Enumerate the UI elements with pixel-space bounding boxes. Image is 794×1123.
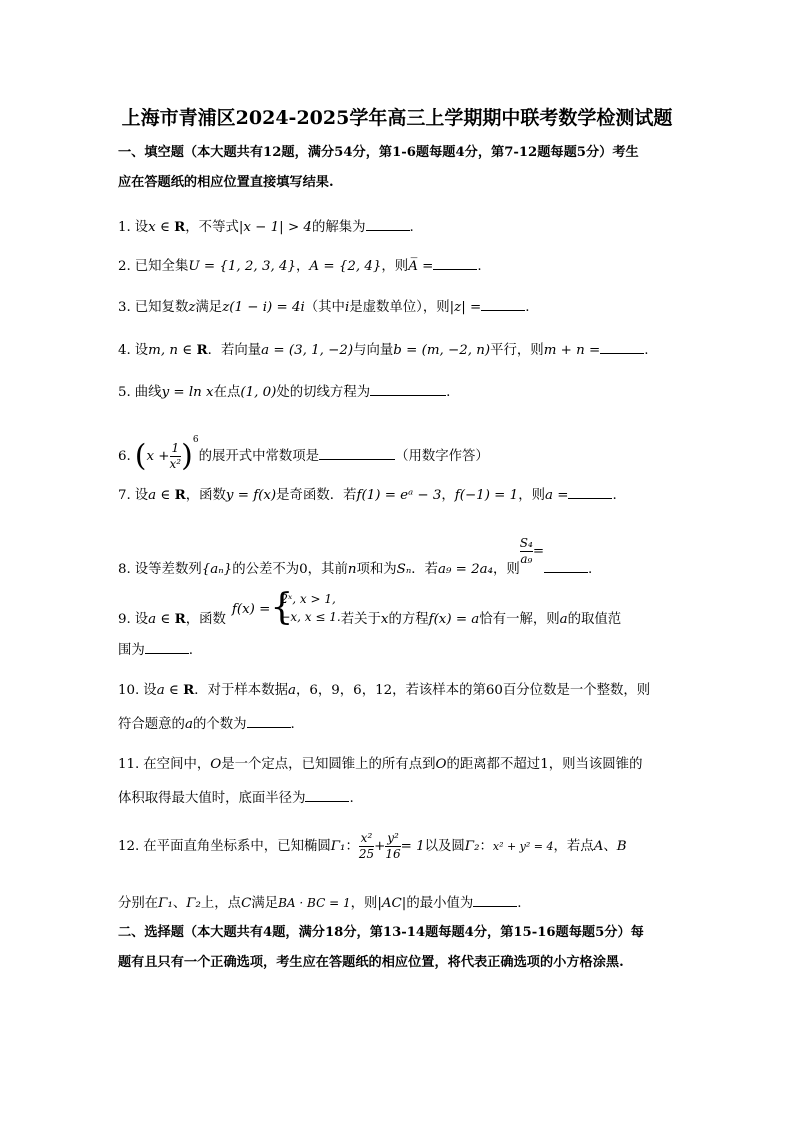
fraction: $\frac{\text{S₄}}{\text{a₉}}$ — [519, 536, 533, 566]
answer-blank[interactable] — [370, 381, 446, 396]
answer-blank[interactable] — [319, 445, 395, 460]
section2-heading — [118, 918, 690, 978]
section2-line2: 题有且只有一个正确选项，考生应在答题纸的相应位置，将代表正确选项的小方格涂黑. — [118, 955, 624, 970]
left-paren: ( — [134, 438, 147, 474]
question-9-cont: 围为 . — [118, 636, 690, 666]
question-11-cont: 体积取得最大值时，底面半径为 . — [118, 784, 690, 814]
answer-blank[interactable] — [433, 255, 477, 270]
answer-blank[interactable] — [145, 639, 189, 654]
question-10-cont: 符合题意的a的个数为 . — [118, 710, 690, 740]
question-3: 3. 已知复数z满足z(1 − i) = 4i（其中i是虚数单位），则|z| = . — [118, 293, 690, 323]
section1-heading — [118, 138, 690, 198]
question-6: 6. (x + $\frac{1}{\text{x²}}$ )$^6$的展开式中常数项是 （用数字作答） — [118, 435, 489, 474]
answer-blank[interactable] — [473, 892, 517, 907]
answer-blank[interactable] — [247, 713, 291, 728]
question-10: 10. 设a ∈ R．对于样本数据a，6，9，6，12，若该样本的第60百分位数是一个整数，则 — [118, 682, 651, 698]
answer-blank[interactable] — [568, 484, 612, 499]
answer-blank[interactable] — [366, 216, 410, 231]
question-9: 9. 设a ∈ R，函数f(x) = { 2ˣ, x > 1, −x, x ≤ 1. 若关于x的方程f(x) = a恰有一解，则a的取值范 — [118, 587, 622, 628]
answer-blank[interactable] — [544, 558, 588, 573]
question-11: 11. 在空间中，O是一个定点，已知圆锥上的所有点到O的距离都不超过1，则当该圆锥的 — [118, 757, 643, 772]
fraction: $\frac{1}{\text{x²}}$ — [169, 441, 182, 471]
question-2: 2. 已知全集U = {1, 2, 3, 4}，A = {2, 4}，则A̅ = . — [118, 252, 690, 282]
question-7: 7. 设a ∈ R，函数y = f(x)是奇函数．若f(1) = eᵃ − 3，f(−1) = 1，则a = . — [118, 480, 690, 511]
answer-blank[interactable] — [600, 339, 644, 354]
question-5: 5. 曲线y = ln x在点(1, 0)处的切线方程为 . — [118, 378, 690, 408]
question-4: 4. 设m, n ∈ R．若向量a = (3, 1, −2)与向量b = (m, −2, n)平行，则m + n = . — [118, 335, 690, 366]
fraction: $\frac{\text{x²}}{25}$ — [358, 831, 375, 861]
question-12: 12. 在平面直角坐标系中，已知椭圆Γ₁： $\frac{\text{x²}}{25}$ + $\frac{\text{y²}}{16}$ = 1以及圆Γ₂：x² + y² = 4，若点A、B — [118, 831, 627, 861]
question-1: 1. 设x ∈ R，不等式|x − 1| > 4的解集为 . — [118, 212, 690, 243]
page-title: 上海市青浦区2024-2025学年高三上学期期中联考数学检测试题 — [121, 107, 673, 129]
answer-blank[interactable] — [481, 296, 525, 311]
section1-line1: 一、填空题（本大题共有12题，满分54分，第1-6题每题4分，第7-12题每题5分）考生 — [118, 145, 639, 160]
question-12-cont: 分别在Γ₁、Γ₂上，点C满足BA · BC = 1，则|AC|的最小值为 . — [118, 888, 690, 919]
question-8: 8. 设等差数列{aₙ}的公差不为0，其前n项和为Sₙ．若a₉ = 2a₄，则 $\frac{\text{S₄}}{\text{a₉}}$ =. — [118, 536, 593, 577]
fraction: $\frac{\text{y²}}{16}$ — [385, 831, 401, 861]
right-paren: ) — [181, 438, 193, 474]
section2-line1: 二、选择题（本大题共有4题，满分18分，第13-14题每题4分，第15-16题每题5分）每 — [118, 925, 644, 940]
piecewise: { 2ˣ, x > 1, −x, x ≤ 1. — [270, 587, 341, 628]
answer-blank[interactable] — [305, 787, 349, 802]
section1-line2: 应在答题纸的相应位置直接填写结果. — [118, 175, 334, 190]
